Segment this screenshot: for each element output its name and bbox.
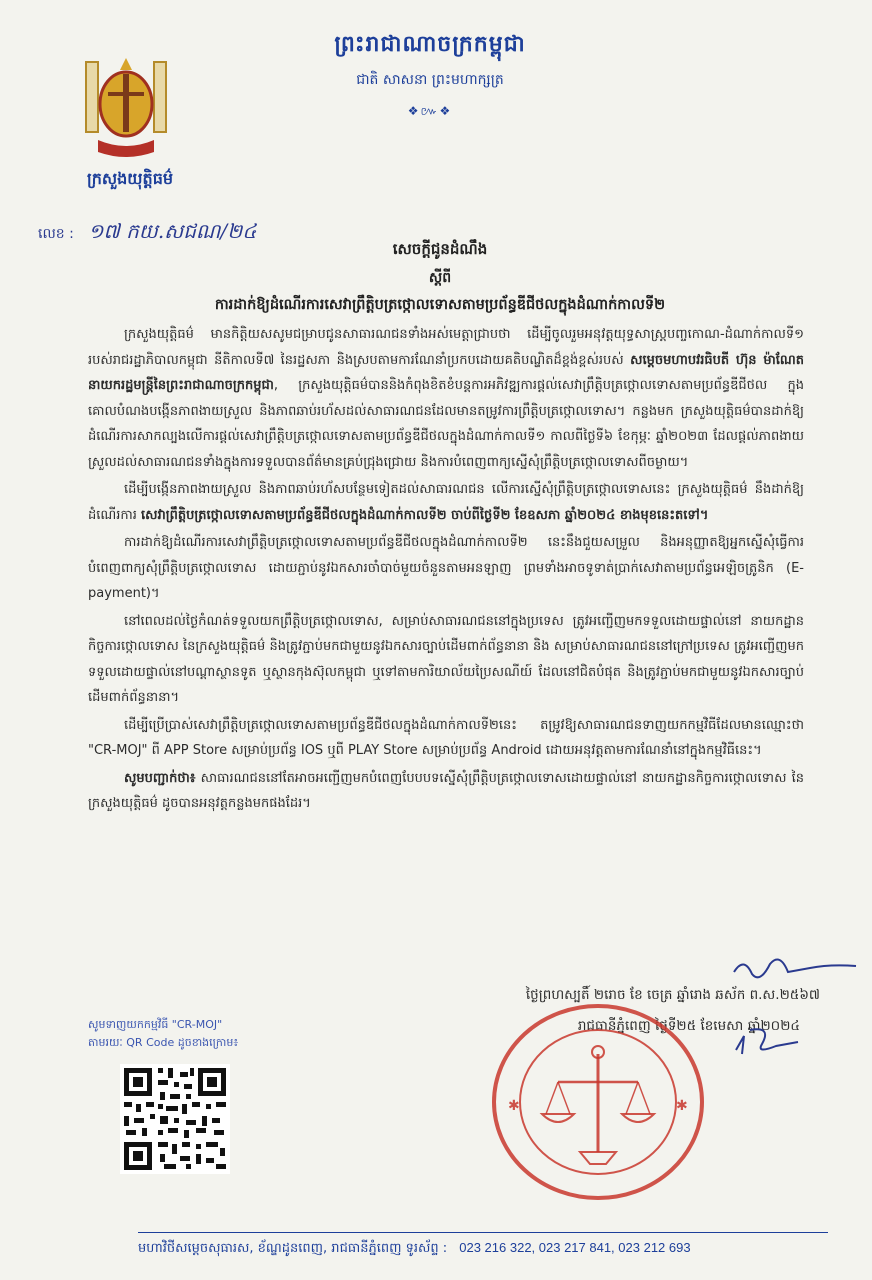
qr-caption xyxy=(88,1016,288,1052)
paragraph-6: សូមបញ្ជាក់ថា៖ សាធារណជននៅតែអាចអញ្ជើញមកបំពេញបែបបទស្នើសុំព្រឹត្តិបត្រថ្កោលទោសដោយផ្ទាល់នៅ នាយកដ្ឋានកិច្ចការថ្កោលទោស នៃក្រសួងយុត្តិធម៌ ដូចបានអនុវត្តកន្លងមកផងដែរ។ xyxy=(88,770,804,811)
paragraph-2: ដើម្បីបង្កើនភាពងាយស្រួល និងភាពឆាប់រហ័សបន្ថែមទៀតដល់សាធារណជន លើការស្នើសុំព្រឹត្តិបត្រថ្កោលទោសនេះ ក្រសួងយុត្តិធម៌ នឹងដាក់ឱ្យដំណើរការ សេវាព្រឹត្តិបត្រថ្កោលទោសតាមប្រព័ន្ធឌីជីថលក្នុងដំណាក់កាលទី២ ចាប់ពីថ្ងៃទី២ ខែឧសភា ឆ្នាំ២០២៤ ខាងមុខនេះតទៅ។ xyxy=(88,482,804,523)
kingdom-title: ព្រះរាជាណាចក្រកម្ពុជា xyxy=(334,32,526,57)
qr-caption-line-1: សូមទាញយកកម្មវិធី "CR-MOJ" xyxy=(88,1018,223,1031)
svg-text:✱: ✱ xyxy=(676,1098,688,1114)
reference-value: ១៧ កយ.សជណ/២៤ xyxy=(88,219,257,243)
qr-caption-line-2: តាមរយៈ QR Code ដូចខាងក្រោម៖ xyxy=(88,1036,239,1049)
official-seal-icon xyxy=(488,1002,708,1202)
ministry-emblem-icon xyxy=(78,56,174,162)
footer-divider xyxy=(138,1232,828,1233)
paragraph-1: ក្រសួងយុត្តិធម៌ មានកិត្តិយសសូមជម្រាបជូនសាធារណជនទាំងអស់មេត្តាជ្រាបថា ដើម្បីចូលរួមអនុវត្តយុទ្ធសាស្ត្របញ្ចកោណ-ដំណាក់កាលទី១ របស់រាជរដ្ឋាភិបាលកម្ពុជា នីតិកាលទី៧ នៃរដ្ឋសភា និងស្របតាមការណែនាំប្រកបដោយគតិបណ្ឌិតដ៏ខ្ពង់ខ្ពស់របស់ សម្ដេចមហាបវរធិបតី ហ៊ុន ម៉ាណែត នាយករដ្ឋមន្ត្រីនៃព្រះរាជាណាចក្រកម្ពុជា, ក្រសួងយុត្តិធម៌បាននិងកំពុងខិតខំបន្តការអភិវឌ្ឍការផ្ដល់សេវាព្រឹត្តិបត្រថ្កោលទោសតាមប្រព័ន្ធឌីជីថល ក្នុងគោលបំណងបង្កើនភាពងាយស្រួល និងភាពឆាប់រហ័សដល់សាធារណជនដែលមានតម្រូវការព្រឹត្តិបត្រថ្កោលទោស។ កន្លងមក ក្រសួងយុត្តិធម៌បានដាក់ឱ្យដំណើរការសាកល្បងលើការផ្ដល់សេវាព្រឹត្តិបត្រថ្កោលទោសតាមប្រព័ន្ធឌីជីថលក្នុងដំណាក់កាលទី១ កាលពីថ្ងៃទី៦ ខែកុម្ភៈ ឆ្នាំ២០២៣ ដែលផ្ដល់ភាពងាយស្រួលដល់សាធារណជនទាំងក្នុងការទទួលបានព័ត៌មានគ្រប់ជ្រុងជ្រោយ និងការបំពេញពាក្យស្នើសុំព្រឹត្តិបត្រថ្កោលទោសពីចម្ងាយ។ xyxy=(88,327,804,470)
initial-mark-icon xyxy=(732,1024,802,1060)
body-text xyxy=(88,322,804,819)
svg-text:✱: ✱ xyxy=(508,1098,520,1114)
paragraph-3: ការដាក់ឱ្យដំណើរការសេវាព្រឹត្តិបត្រថ្កោលទោសតាមប្រព័ន្ធឌីជីថលក្នុងដំណាក់កាលទី២ នេះនឹងជួយសម្រួល និងអនុញ្ញាតឱ្យអ្នកស្នើសុំធ្វើការបំពេញពាក្យសុំព្រឹត្តិបត្រថ្កោលទោស ដោយភ្ជាប់នូវឯកសារចាំបាច់មួយចំនួនតាមអនឡាញ ព្រមទាំងអាចទូទាត់ប្រាក់សេវាតាមប្រព័ន្ធអេឡិចត្រូនិក (E-payment)។ xyxy=(88,535,804,601)
lunar-date: ថ្ងៃព្រហស្បតិ៍ ២រោច ខែ ចេត្រ ឆ្នាំរោង ឆស័ក ព.ស.២៥៦៧ xyxy=(525,987,820,1003)
document-subtitle: ស្ដីពី xyxy=(428,270,452,286)
document-title: សេចក្ដីជូនដំណឹង xyxy=(392,240,488,258)
qr-code-icon[interactable] xyxy=(120,1064,230,1174)
footer-phones: 023 216 322, 023 217 841, 023 212 693 xyxy=(459,1240,691,1255)
reference-label: លេខ : xyxy=(38,226,74,242)
ministry-name: ក្រសួងយុត្តិធម៌ xyxy=(86,169,173,188)
national-motto: ជាតិ សាសនា ព្រះមហាក្សត្រ xyxy=(356,72,504,88)
footer-contact xyxy=(138,1240,828,1259)
paragraph-4: នៅពេលដល់ថ្ងៃកំណត់ទទួលយកព្រឹត្តិបត្រថ្កោលទោស, សម្រាប់សាធារណជននៅក្នុងប្រទេស ត្រូវអញ្ជើញមកទទួលដោយផ្ទាល់នៅ នាយកដ្ឋានកិច្ចការថ្កោលទោស នៃក្រសួងយុត្តិធម៌ និងត្រូវភ្ជាប់មកជាមួយនូវឯកសារច្បាប់ដើមពាក់ព័ន្ធនានា និង សម្រាប់សាធារណជននៅក្រៅប្រទេស ត្រូវអញ្ជើញមកទទួលដោយផ្ទាល់នៅបណ្ដាស្ថានទូត ឬស្ថានកុងស៊ុលកម្ពុជា ឬទៅតាមការិយាល័យប្រៃសណីយ៍ ដែលនៅជិតបំផុត និងត្រូវភ្ជាប់មកជាមួយនូវឯកសារច្បាប់ដើមពាក់ព័ន្ធនានា។ xyxy=(88,613,804,705)
signature-mark-icon xyxy=(730,950,860,990)
solar-date: រាជធានីភ្នំពេញ ថ្ងៃទី២៥ ខែមេសា ឆ្នាំ២០២៤ xyxy=(577,1018,800,1034)
document-headline: ការដាក់ឱ្យដំណើរការសេវាព្រឹត្តិបត្រថ្កោលទោសតាមប្រព័ន្ធឌីជីថលក្នុងដំណាក់កាលទី២ xyxy=(214,297,666,313)
footer-address: មហាវិថីសម្ដេចសុធារស, ខ័ណ្ឌដូនពេញ, រាជធានីភ្នំពេញ ទូរស័ព្ទ : xyxy=(138,1241,448,1256)
reference-number xyxy=(38,218,256,248)
paragraph-5: ដើម្បីប្រើប្រាស់សេវាព្រឹត្តិបត្រថ្កោលទោសតាមប្រព័ន្ធឌីជីថលក្នុងដំណាក់កាលទី២នេះ តម្រូវឱ្យសាធារណជនទាញយកកម្មវិធីដែលមានឈ្មោះថា "CR-MOJ" ពី APP Store សម្រាប់ប្រព័ន្ធ IOS ឬពី PLAY Store សម្រាប់ប្រព័ន្ធ Android ដោយអនុវត្តតាមការណែនាំនៅក្នុងកម្មវិធីនេះ។ xyxy=(88,717,804,758)
ornament-divider: ❖៚❖ xyxy=(407,104,453,118)
